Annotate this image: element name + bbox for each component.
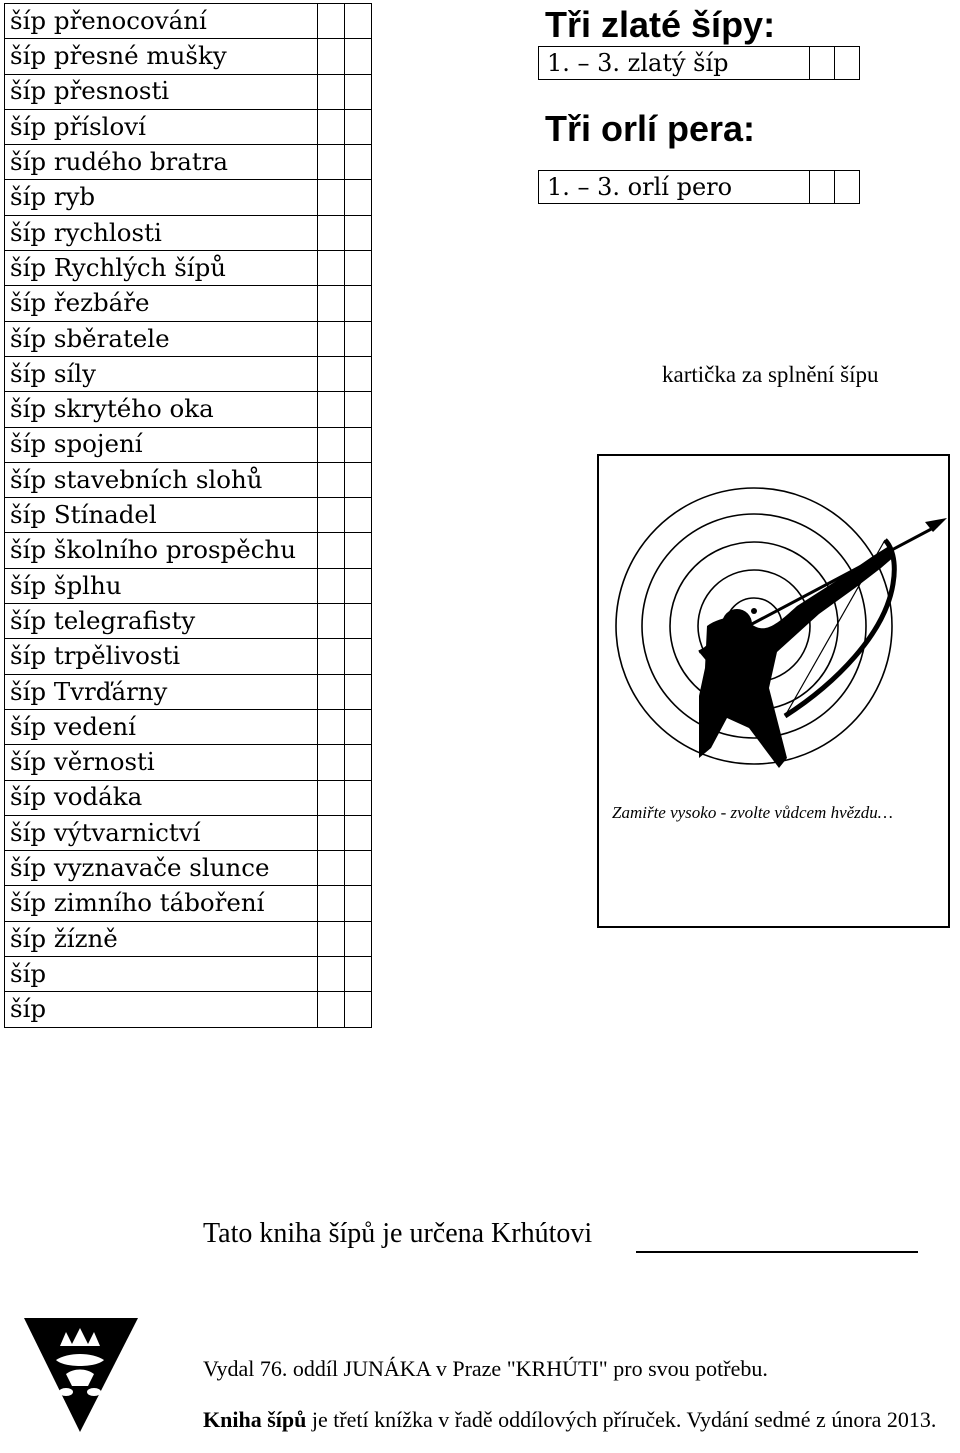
eagle-feathers-heading: Tři orlí pera: — [545, 108, 756, 149]
checkbox-cell[interactable] — [345, 427, 372, 462]
arrow-name: šíp přesné mušky — [5, 39, 318, 74]
checkbox-cell[interactable] — [345, 145, 372, 180]
checkbox-cell[interactable] — [345, 356, 372, 391]
arrow-name: šíp šplhu — [5, 568, 318, 603]
checkbox-cell[interactable] — [318, 921, 345, 956]
checkbox-cell[interactable] — [318, 4, 345, 39]
checkbox-cell[interactable] — [318, 815, 345, 850]
arrow-name: šíp věrnosti — [5, 745, 318, 780]
checkbox-cell[interactable] — [318, 145, 345, 180]
achievement-card — [597, 454, 950, 928]
arrow-name: šíp vyznavače slunce — [5, 851, 318, 886]
checkbox-cell[interactable] — [318, 533, 345, 568]
series-title: Kniha šípů — [203, 1407, 307, 1432]
arrow-name: šíp přenocování — [5, 4, 318, 39]
arrow-checklist — [4, 3, 372, 1028]
arrow-name: šíp — [5, 957, 318, 992]
arrow-row — [5, 215, 372, 250]
checkbox-cell[interactable] — [318, 709, 345, 744]
arrow-name: šíp ryb — [5, 180, 318, 215]
checkbox-cell[interactable] — [345, 921, 372, 956]
golden-arrows-row-label: 1. – 3. zlatý šíp — [539, 47, 810, 80]
arrow-name: šíp žízně — [5, 921, 318, 956]
checkbox-cell[interactable] — [318, 251, 345, 286]
arrow-row — [5, 462, 372, 497]
checkbox-cell[interactable] — [345, 251, 372, 286]
arrow-row — [5, 745, 372, 780]
arrow-row — [5, 321, 372, 356]
checkbox-cell[interactable] — [835, 171, 860, 204]
card-label: kartička za splnění šípu — [662, 362, 879, 387]
arrow-name: šíp výtvarnictví — [5, 815, 318, 850]
arrow-row — [5, 74, 372, 109]
arrow-name: šíp přesnosti — [5, 74, 318, 109]
checkbox-cell[interactable] — [345, 780, 372, 815]
eagle-feathers-row-label: 1. – 3. orlí pero — [539, 171, 810, 204]
checkbox-cell[interactable] — [318, 39, 345, 74]
owner-line-text: Tato kniha šípů je určena Krhútovi — [203, 1218, 593, 1249]
checkbox-cell[interactable] — [345, 109, 372, 144]
checkbox-cell[interactable] — [835, 47, 860, 80]
series-description: je třetí knížka v řadě oddílových příruček. Vydání sedmé z února 2013. — [306, 1407, 937, 1432]
arrow-row — [5, 533, 372, 568]
publisher-text: Vydal 76. oddíl JUNÁKA v Praze "KRHÚTI" pro svou potřebu. — [203, 1356, 768, 1381]
arrow-name: šíp přísloví — [5, 109, 318, 144]
golden-arrows-table — [538, 46, 860, 80]
troop-logo — [22, 1316, 140, 1439]
krhuti-emblem-icon — [22, 1316, 140, 1434]
arrow-name: šíp školního prospěchu — [5, 533, 318, 568]
checkbox-cell[interactable] — [345, 392, 372, 427]
checkbox-cell[interactable] — [810, 47, 835, 80]
arrow-name: šíp síly — [5, 356, 318, 391]
arrow-row — [5, 815, 372, 850]
arrow-name: šíp vedení — [5, 709, 318, 744]
checkbox-cell[interactable] — [345, 215, 372, 250]
arrow-row — [5, 674, 372, 709]
checkbox-cell[interactable] — [318, 851, 345, 886]
card-motto: Zamiřte vysoko - zvolte vůdcem hvězdu… — [612, 803, 893, 822]
arrow-row — [5, 709, 372, 744]
arrow-row — [5, 180, 372, 215]
arrow-name: šíp sběratele — [5, 321, 318, 356]
checkbox-cell[interactable] — [318, 780, 345, 815]
arrow-name: šíp Stínadel — [5, 498, 318, 533]
arrow-name: šíp trpělivosti — [5, 639, 318, 674]
eagle-feathers-table — [538, 170, 860, 204]
checkbox-cell[interactable] — [345, 462, 372, 497]
arrow-row — [5, 780, 372, 815]
arrow-row — [5, 392, 372, 427]
arrow-name: šíp rychlosti — [5, 215, 318, 250]
checkbox-cell[interactable] — [345, 4, 372, 39]
arrow-row — [5, 639, 372, 674]
checkbox-cell[interactable] — [345, 568, 372, 603]
arrow-name: šíp — [5, 992, 318, 1027]
arrow-row — [5, 851, 372, 886]
checkbox-cell[interactable] — [345, 992, 372, 1027]
checkbox-cell[interactable] — [345, 886, 372, 921]
checkbox-cell[interactable] — [345, 957, 372, 992]
checkbox-cell[interactable] — [318, 356, 345, 391]
checkbox-cell[interactable] — [345, 639, 372, 674]
checkbox-cell[interactable] — [318, 427, 345, 462]
checkbox-cell[interactable] — [345, 180, 372, 215]
golden-arrows-heading: Tři zlaté šípy: — [545, 4, 776, 45]
checkbox-cell[interactable] — [345, 533, 372, 568]
checkbox-cell[interactable] — [318, 568, 345, 603]
arrow-row — [5, 356, 372, 391]
arrow-row — [5, 957, 372, 992]
checkbox-cell[interactable] — [345, 74, 372, 109]
arrow-row — [5, 568, 372, 603]
checkbox-cell[interactable] — [345, 604, 372, 639]
series-text — [203, 1407, 936, 1433]
checkbox-cell[interactable] — [318, 674, 345, 709]
arrow-row — [5, 39, 372, 74]
arrow-name: šíp Rychlých šípů — [5, 251, 318, 286]
checkbox-cell[interactable] — [318, 745, 345, 780]
arrow-name: šíp řezbáře — [5, 286, 318, 321]
owner-name-blank — [636, 1251, 918, 1253]
archer-target-illustration — [599, 456, 952, 930]
checkbox-cell[interactable] — [810, 171, 835, 204]
arrow-row — [5, 604, 372, 639]
arrow-name: šíp Tvrďárny — [5, 674, 318, 709]
arrow-row — [5, 992, 372, 1027]
checkbox-cell[interactable] — [318, 321, 345, 356]
arrow-row — [5, 286, 372, 321]
checkbox-cell[interactable] — [318, 604, 345, 639]
checkbox-cell[interactable] — [318, 992, 345, 1027]
arrow-name: šíp telegrafisty — [5, 604, 318, 639]
arrow-row — [5, 109, 372, 144]
arrow-name: šíp skrytého oka — [5, 392, 318, 427]
checkbox-cell[interactable] — [318, 392, 345, 427]
checkbox-cell[interactable] — [318, 462, 345, 497]
checkbox-cell[interactable] — [345, 674, 372, 709]
arrow-row — [5, 498, 372, 533]
arrow-row — [5, 4, 372, 39]
arrow-name: šíp vodáka — [5, 780, 318, 815]
arrow-row — [5, 427, 372, 462]
checkbox-cell[interactable] — [345, 39, 372, 74]
checkbox-cell[interactable] — [345, 498, 372, 533]
checkbox-cell[interactable] — [318, 215, 345, 250]
checkbox-cell[interactable] — [345, 286, 372, 321]
checkbox-cell[interactable] — [318, 886, 345, 921]
arrow-name: šíp zimního táboření — [5, 886, 318, 921]
checkbox-cell[interactable] — [318, 286, 345, 321]
arrow-row — [5, 921, 372, 956]
checkbox-cell[interactable] — [345, 321, 372, 356]
arrow-row — [5, 145, 372, 180]
checkbox-cell[interactable] — [318, 180, 345, 215]
checkbox-cell[interactable] — [318, 639, 345, 674]
arrow-row — [5, 886, 372, 921]
target-center-icon — [751, 608, 757, 614]
checkbox-cell[interactable] — [345, 815, 372, 850]
arrow-name: šíp spojení — [5, 427, 318, 462]
checkbox-cell[interactable] — [345, 745, 372, 780]
checkbox-cell[interactable] — [345, 851, 372, 886]
checkbox-cell[interactable] — [345, 709, 372, 744]
checkbox-cell[interactable] — [318, 74, 345, 109]
checkbox-cell[interactable] — [318, 498, 345, 533]
arrow-name: šíp rudého bratra — [5, 145, 318, 180]
checkbox-cell[interactable] — [318, 957, 345, 992]
arrow-row — [5, 251, 372, 286]
arrow-name: šíp stavebních slohů — [5, 462, 318, 497]
checkbox-cell[interactable] — [318, 109, 345, 144]
